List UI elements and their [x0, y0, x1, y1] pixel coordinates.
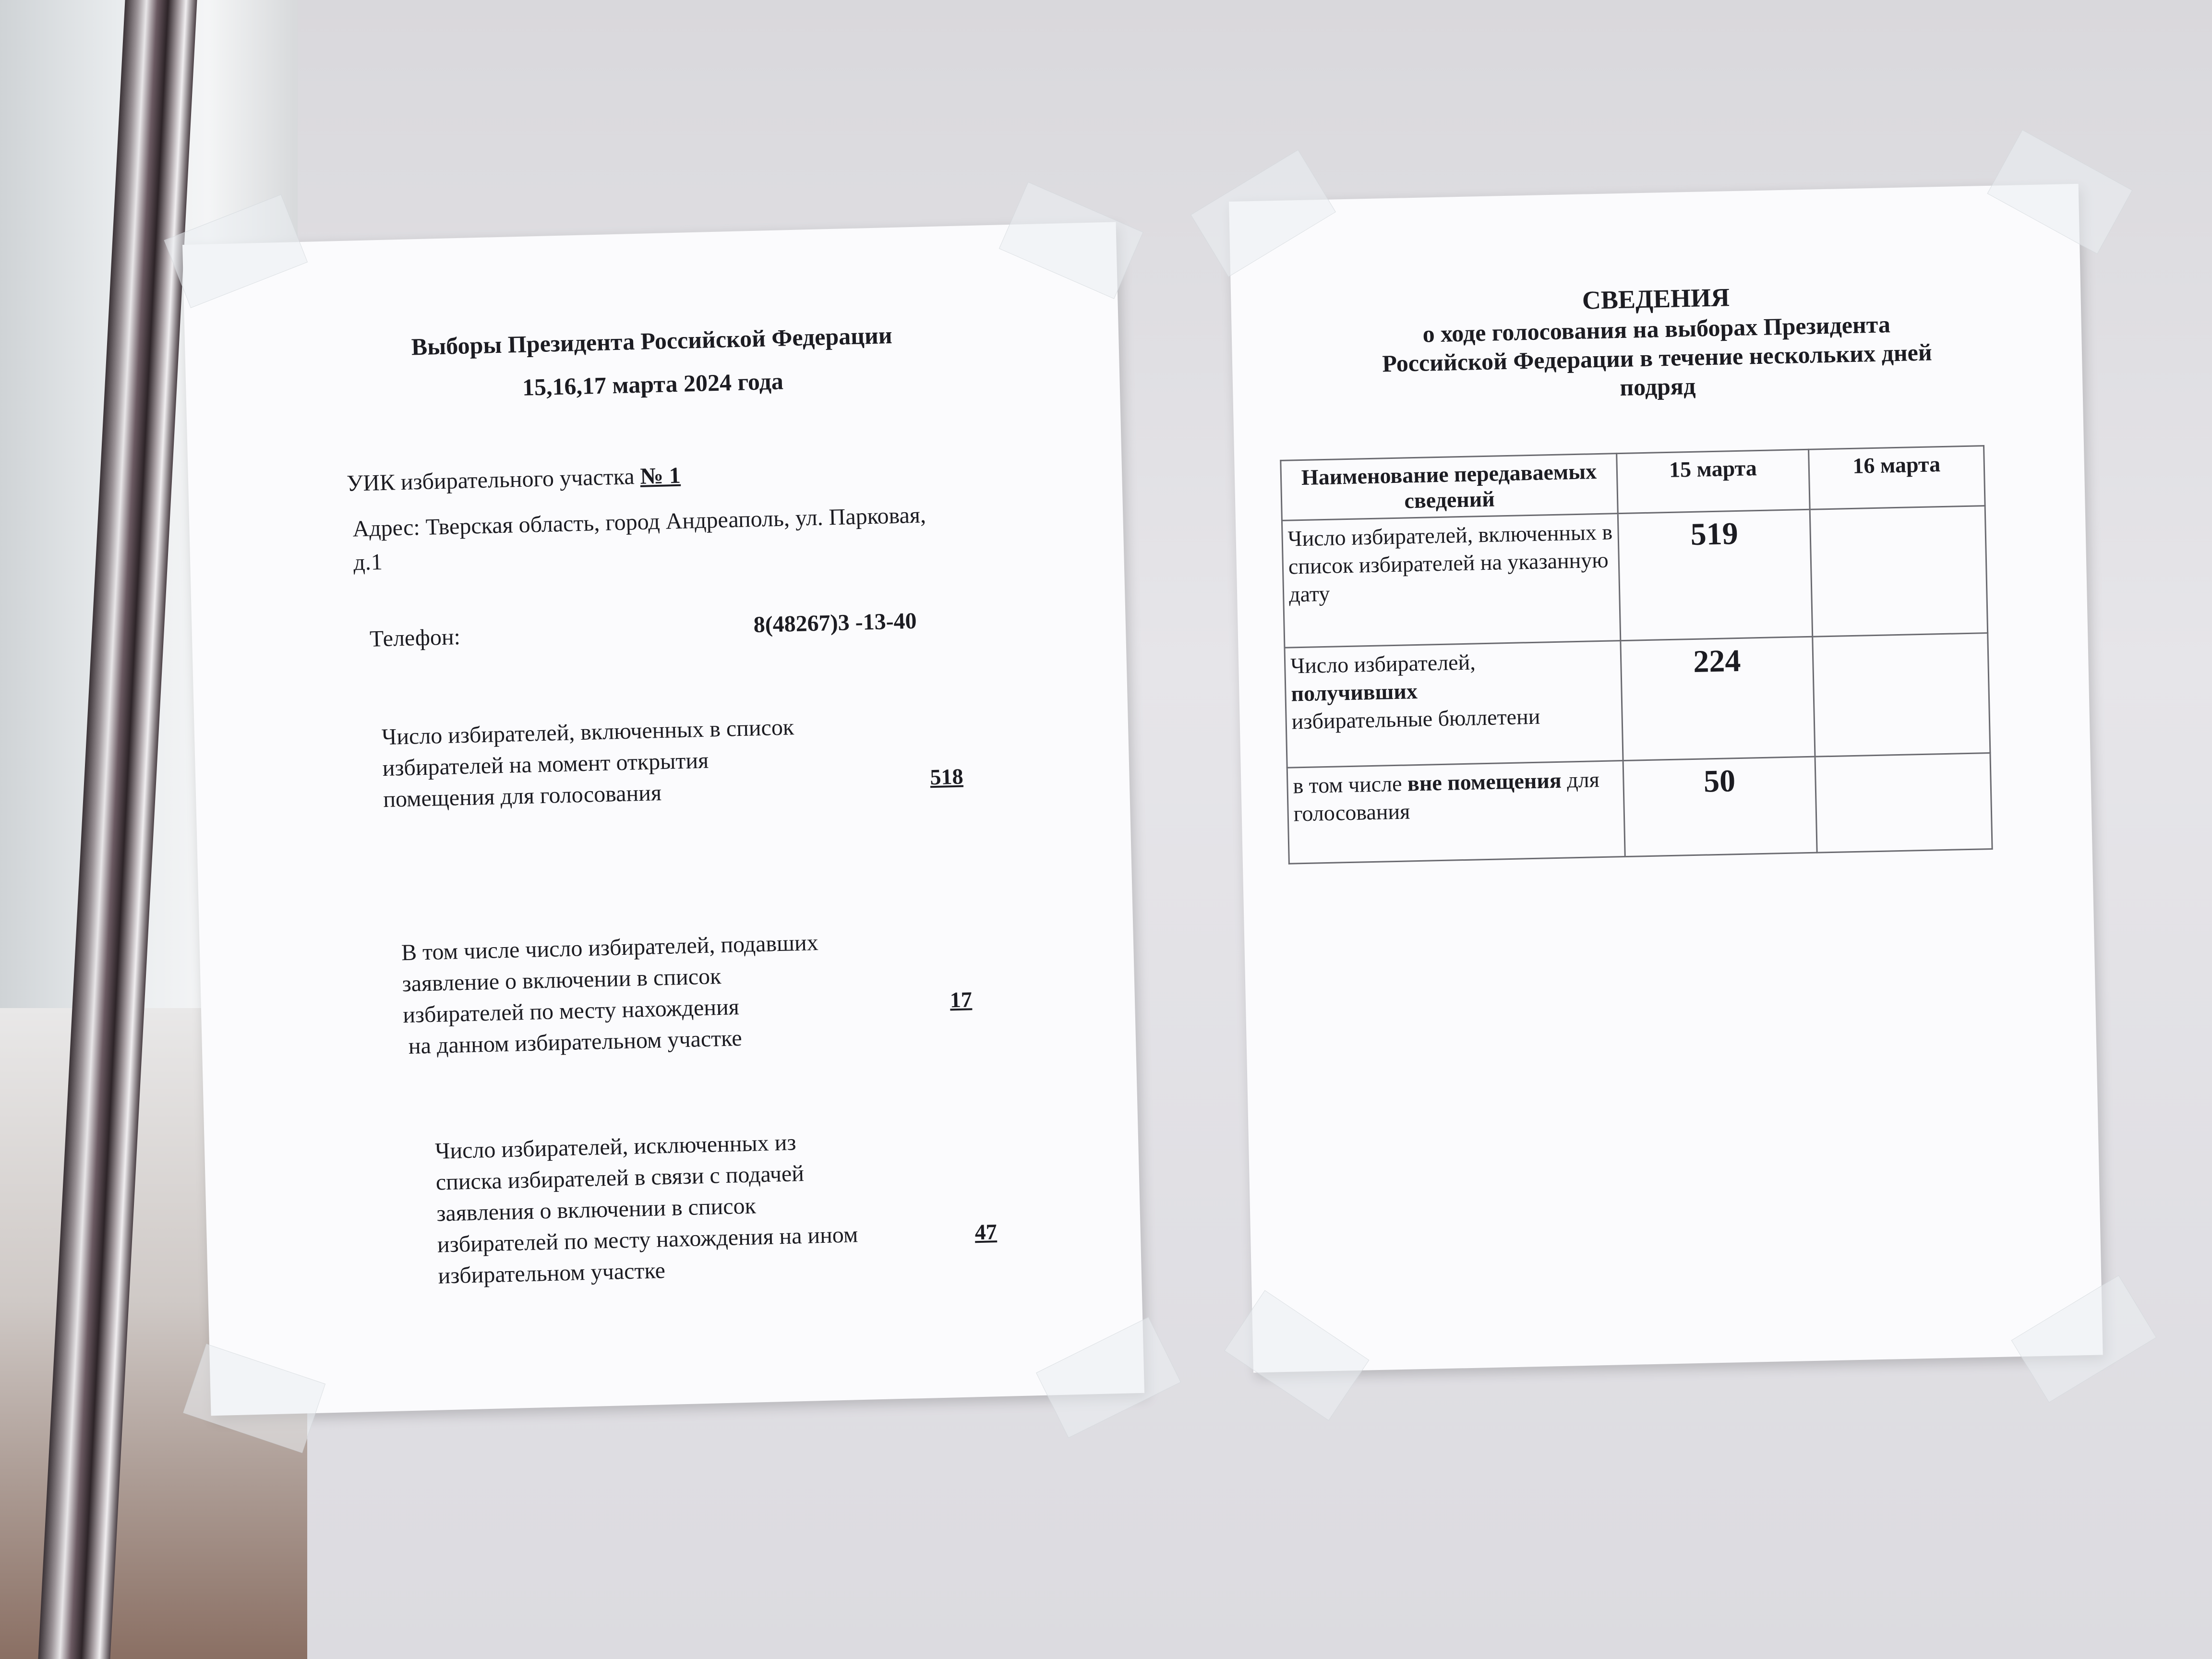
header-16-march: 16 марта [1809, 446, 1985, 510]
phone-value: 8(48267)3 -13-40 [753, 608, 917, 638]
row-3-label-pre: в том числе [1292, 771, 1408, 798]
item-3-line-2: списка избирателей в связи с подачей [435, 1160, 805, 1195]
item-1-line-3: помещения для голосования [383, 780, 662, 813]
election-dates: 15,16,17 марта 2024 года [522, 367, 784, 401]
row-3-16-march [1815, 753, 1992, 853]
tape-top-right [999, 182, 1143, 299]
item-1-line-2: избирателей на момент открытия [382, 747, 709, 781]
address-line-1: Адрес: Тверская область, город Андреаполь, ул. Парковая, [352, 502, 926, 542]
info-subtitle-3: подряд [1619, 372, 1696, 401]
election-title: Выборы Президента Российской Федерации [411, 321, 893, 361]
item-2-value: 17 [950, 987, 973, 1012]
item-3-line-5: избирательном участке [437, 1258, 666, 1289]
row-2-label-bold: получивших [1290, 679, 1418, 706]
address-line-2: д.1 [353, 549, 383, 576]
row-1-label: Число избирателей, включенных в список избирателей на указанную дату [1282, 514, 1620, 648]
row-3-label-bold: вне помещения [1407, 768, 1562, 796]
info-subtitle-1: о ходе голосования на выборах Президента [1422, 311, 1891, 348]
row-3-label [1287, 761, 1625, 864]
row-2-16-march [1813, 633, 1990, 757]
info-title: СВЕДЕНИЯ [1582, 283, 1730, 315]
table-row [1285, 633, 1990, 768]
row-2-label-pre: Число избирателей, [1290, 649, 1476, 678]
notice-right [1229, 184, 2103, 1373]
phone-label: Телефон: [369, 624, 461, 652]
item-1-value: 518 [929, 764, 964, 790]
table-row [1287, 753, 1992, 864]
tape-top-right [1987, 130, 2133, 254]
tape-bottom-left [1224, 1290, 1369, 1421]
row-2-15-march: 224 [1621, 637, 1815, 760]
item-3-line-1: Число избирателей, исключенных из [434, 1130, 796, 1164]
row-3-15-march: 50 [1623, 757, 1817, 856]
item-2-line-2: заявление о включении в список [402, 963, 721, 997]
row-1-16-march [1810, 506, 1987, 637]
table-row [1282, 506, 1987, 648]
item-2-line-3: избирателей по месту нахождения [402, 994, 740, 1028]
item-2-line-1: В том числе число избирателей, подавших [401, 930, 819, 966]
turnout-table [1280, 445, 1993, 865]
item-1-line-1: Число избирателей, включенных в список [381, 714, 794, 750]
header-15-march: 15 марта [1617, 449, 1810, 513]
precinct-number: № 1 [639, 462, 681, 489]
item-3-line-3: заявления о включении в список [436, 1193, 757, 1226]
tape-top-left [1190, 150, 1336, 277]
tape-bottom-right [1036, 1317, 1181, 1438]
item-2-line-4: на данном избирательном участке [408, 1025, 743, 1059]
row-2-label [1285, 641, 1623, 768]
row-1-15-march: 519 [1618, 509, 1812, 640]
row-2-label-post: избирательные бюллетени [1291, 704, 1540, 734]
item-3-line-4: избирателей по месту нахождения на ином [437, 1222, 858, 1258]
row-3-label-post: для голосования [1293, 767, 1600, 826]
notice-left [182, 222, 1144, 1416]
tape-bottom-right [2011, 1275, 2157, 1403]
precinct-line [347, 461, 681, 499]
item-3-value: 47 [974, 1219, 998, 1245]
info-subtitle-2: Российской Федерации в течение нескольких дней [1382, 338, 1933, 377]
header-description: Наименование передаваемых сведений [1281, 454, 1618, 521]
precinct-label: УИК избирательного участка [346, 464, 635, 496]
